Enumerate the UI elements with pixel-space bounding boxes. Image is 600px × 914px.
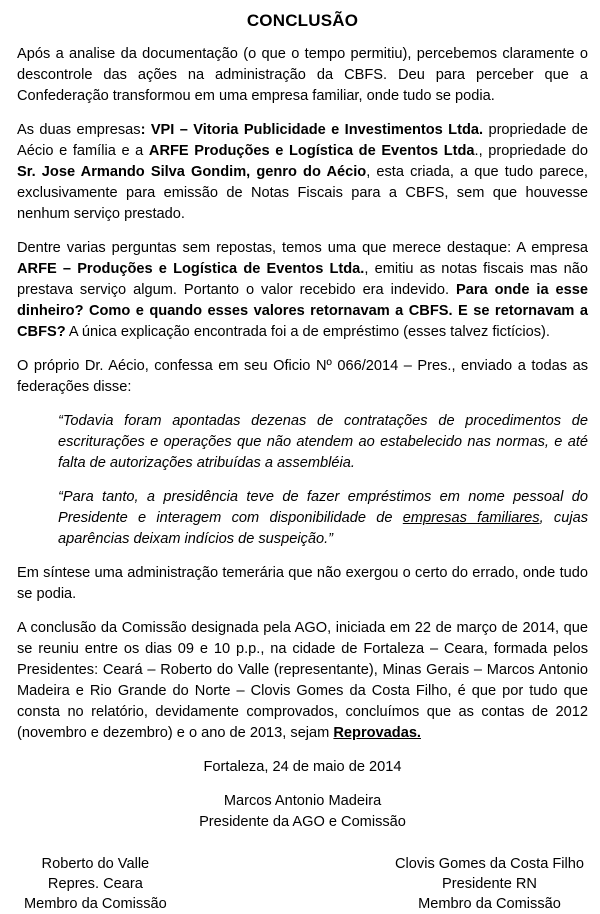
company-arfe: ARFE Produções e Logística de Eventos Ltda xyxy=(148,143,475,159)
paragraph-companies xyxy=(17,120,588,225)
signer-role: Presidente da AGO e Comissão xyxy=(199,814,406,830)
signer-name: Roberto do Valle xyxy=(41,856,150,872)
owner-name: Sr. Jose Armando Silva Gondim, genro do Aécio xyxy=(17,164,367,180)
text-segment: , emitiu as notas fiscais mas não prestava serviço algum. Portanto o valor recebido era indevido. xyxy=(17,261,588,298)
paragraph-summary: Em síntese uma administração temerária que não exergou o certo do errado, onde tudo se podia. xyxy=(17,565,588,602)
underlined-phrase: empresas familiares xyxy=(402,510,540,526)
key-question: Para onde ia esse dinheiro? Como e quando esses valores retornavam a CBFS. E se retornavam a CBFS? xyxy=(17,282,589,340)
signer-role: Presidente RN xyxy=(442,876,537,892)
signature-left xyxy=(24,854,167,914)
text-segment: propriedade de Aécio e família e a xyxy=(17,122,588,159)
text-segment: , cujas aparências deixam indícios de suspeição.” xyxy=(58,510,588,547)
signer-member: Membro da Comissão xyxy=(24,896,167,912)
signer-name: Marcos Antonio Madeira xyxy=(223,793,382,809)
document-title: CONCLUSÃO xyxy=(246,11,359,30)
date-line: Fortaleza, 24 de maio de 2014 xyxy=(203,759,402,775)
text-segment: ., propriedade do xyxy=(474,143,588,159)
quote-1: “Todavia foram apontadas dezenas de contratações de procedimentos de escriturações e operações que não atendem ao estabelecido nas normas, e até falta de autorizações atribuídas a assembléia. xyxy=(58,413,588,471)
document-page xyxy=(17,11,588,914)
signer-name: Clovis Gomes da Costa Filho xyxy=(395,856,584,872)
text-segment: A conclusão da Comissão designada pela AGO, iniciada em 22 de março de 2014, que se reuniu entre os dias 09 e 10 p.p., na cidade de Fortaleza – Ceara, formada pelos Presidentes: Ceará – Roberto do Valle (representante), Minas Gerais – Marcos Antonio Madeira e Rio Grande do Norte – Clovis Gomes da Costa Filho, é que por tudo que consta no relatório, devidamente comprovados, concluímos que as contas de 2012 (novembro e dezembro) e o ano de 2013, sejam xyxy=(17,620,588,741)
text-segment: , esta criada, a que tudo parece, exclusivamente para emissão de Notas Fiscais para a CBFS, sem que houvesse nenhum serviço prestado. xyxy=(17,164,588,222)
text-segment: “Para tanto, a presidência teve de fazer empréstimos em nome pessoal do Presidente e interagem com disponibilidade de xyxy=(58,489,588,526)
paragraph-conclusion xyxy=(17,618,588,744)
paragraph-questions xyxy=(17,238,588,343)
quote-2 xyxy=(58,487,588,550)
company-vpi: : VPI – Vitoria Publicidade e Investimentos Ltda. xyxy=(140,122,484,138)
verdict: Reprovadas. xyxy=(333,725,421,741)
company-arfe-full: ARFE – Produções e Logística de Eventos Ltda. xyxy=(17,261,365,277)
text-segment: A única explicação encontrada foi a de empréstimo (esses talvez fictícios). xyxy=(65,324,550,340)
paragraph-intro: Após a analise da documentação (o que o tempo permitiu), percebemos claramente o descontrole das ações na administração da CBFS. Deu para perceber que a Confederação transformou em uma empresa familiar, onde tudo se podia. xyxy=(17,46,588,104)
signer-member: Membro da Comissão xyxy=(418,896,561,912)
main-signature xyxy=(17,791,588,833)
signatures-row xyxy=(17,854,588,914)
text-segment: Dentre varias perguntas sem repostas, temos uma que merece destaque: A empresa xyxy=(17,240,588,256)
signer-role: Repres. Ceara xyxy=(47,876,143,892)
text-segment: As duas empresas xyxy=(17,122,141,138)
signature-right xyxy=(395,854,584,914)
paragraph-oficio: O próprio Dr. Aécio, confessa em seu Oficio Nº 066/2014 – Pres., enviado a todas as federações disse: xyxy=(17,358,588,395)
